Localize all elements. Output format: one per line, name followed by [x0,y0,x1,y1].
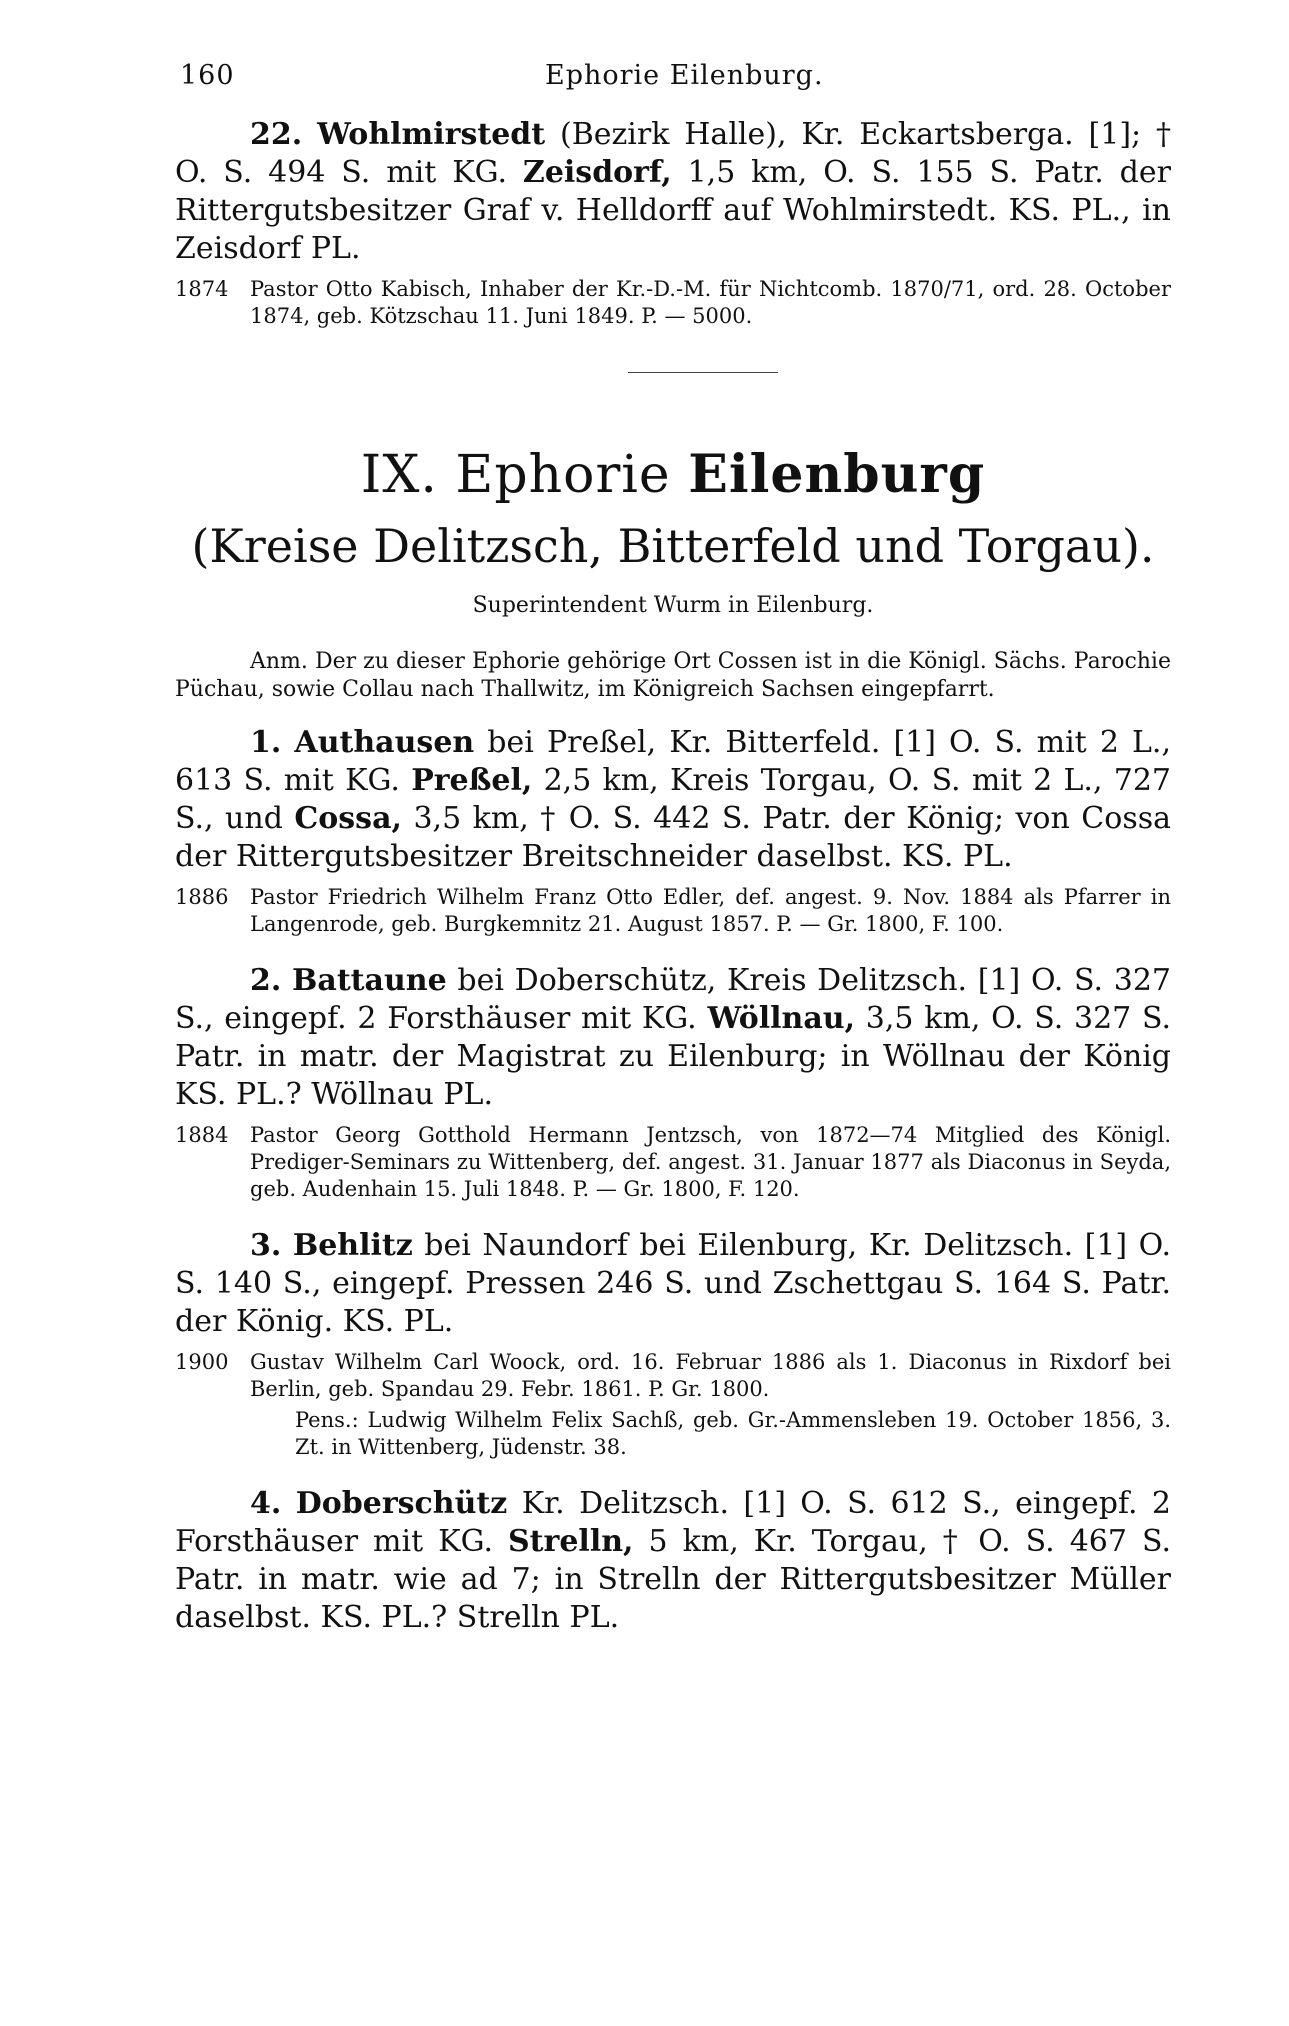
entry-body: Kr. Delitzsch. [1] O. S. 612 S., eingepf. 2 Forsthäuser mit KG. [175,1486,1171,1559]
entry-note [175,884,1171,938]
note-text: Gustav Wilhelm Carl Woock, ord. 16. Februar 1886 als 1. Diaconus in Rixdorf bei Berlin, geb. Spandau 29. Febr. 1861. P. Gr. 1800. [250,1350,1171,1401]
chapter-title [175,445,1171,505]
entry-body: bei Doberschütz, Kreis Delitzsch. [1] O. S. 327 S., eingepf. 2 Forsthäuser mit KG. [175,963,1171,1036]
note-year: 1886 [175,885,229,909]
page-number: 160 [180,60,235,91]
entry-body-2: 5 km, Kr. Torgau, † O. S. 467 S. Patr. in matr. wie ad 7; in Strelln der Rittergutsbesitzer Müller daselbst. KS. PL.? Strelln PL. [175,1524,1171,1635]
section-divider [628,372,778,373]
entry-text [175,1227,1171,1341]
note-year: 1884 [175,1123,229,1147]
note-text: Pastor Otto Kabisch, Inhaber der Kr.-D.-M. für Nichtcomb. 1870/71, ord. 28. October 1874, geb. Kötzschau 11. Juni 1849. P. — 5000. [250,277,1171,328]
entry-text [175,962,1171,1114]
entry-body-3: 3,5 km, † O. S. 442 S. Patr. der König; von Cossa der Rittergutsbesitzer Breitschneider daselbst. KS. PL. [175,801,1171,874]
entry-text [175,116,1171,268]
entry-place: Behlitz [292,1228,413,1263]
entry-authausen [175,724,1171,938]
entry-note [175,276,1171,330]
entry-place: Battaune [292,963,447,998]
entry-place-2: Wöllnau, [707,1001,856,1036]
note-year: 1900 [175,1350,229,1374]
entry-number: 2. [250,963,282,998]
entry-number: 1. [250,725,282,760]
entry-body: (Bezirk Halle), Kr. Eckartsberga. [1]; † O. S. 494 S. mit KG. [175,117,1171,190]
note-year: 1874 [175,277,229,301]
entry-behlitz [175,1227,1171,1461]
entry-wohlmirstedt [175,116,1171,268]
entry-note-pension: Pens.: Ludwig Wilhelm Felix Sachß, geb. Gr.-Ammensleben 19. October 1856, 3. Zt. in Wittenberg, Jüdenstr. 38. [295,1408,1171,1459]
entry-body-2: 3,5 km, O. S. 327 S. Patr. in matr. der Magistrat zu Eilenburg; in Wöllnau der König KS. PL.? Wöllnau PL. [175,1001,1172,1112]
entry-number: 22. [250,117,303,152]
chapter-title-bold: Eilenburg [688,444,986,505]
entry-body-2: 1,5 km, O. S. 155 S. Patr. der Rittergutsbesitzer Graf v. Helldorff auf Wohlmirstedt. KS. PL., in Zeisdorf PL. [175,155,1171,266]
note-text: Pastor Georg Gotthold Hermann Jentzsch, von 1872—74 Mitglied des Königl. Prediger-Seminars zu Wittenberg, def. angest. 31. Januar 1877 als Diaconus in Seyda, geb. Audenhain 15. Juli 1848. P. — Gr. 1800, F. 120. [250,1123,1171,1201]
entry-place: Wohlmirstedt [317,117,546,152]
entry-body-2: 2,5 km, Kreis Torgau, O. S. mit 2 L., 727 S., und [175,763,1171,836]
entry-place-2: Strelln, [508,1524,634,1559]
entry-number: 3. [250,1228,282,1263]
entry-note [175,1122,1171,1203]
entry-number: 4. [250,1486,282,1521]
superintendent-line: Superintendent Wurm in Eilenburg. [472,593,874,618]
chapter-remark: Anm. Der zu dieser Ephorie gehörige Ort Cossen ist in die Königl. Sächs. Parochie Püchau, sowie Collau nach Thallwitz, im Königreich Sachsen eingepfarrt. [175,649,1171,702]
entry-battaune [175,962,1171,1203]
note-text: Pastor Friedrich Wilhelm Franz Otto Edler, def. angest. 9. Nov. 1884 als Pfarrer in Langenrode, geb. Burgkemnitz 21. August 1857. P. — Gr. 1800, F. 100. [250,885,1171,936]
entry-place: Doberschütz [295,1486,508,1521]
chapter-subtitle: (Kreise Delitzsch, Bitterfeld und Torgau). [191,519,1155,573]
entry-text [175,1485,1171,1637]
entry-text [175,724,1171,876]
entry-place-2: Preßel, [411,763,533,798]
page-header [175,48,1171,108]
entry-body: bei Preßel, Kr. Bitterfeld. [1] O. S. mit 2 L., 613 S. mit KG. [175,725,1171,798]
entry-place-2: Zeisdorf, [522,155,672,190]
entry-note [175,1349,1171,1403]
entry-place: Authausen [294,725,475,760]
running-head: Ephorie Eilenburg. [545,60,824,91]
chapter-title-plain: IX. Ephorie [360,445,689,505]
entry-doberschuetz [175,1485,1171,1637]
entry-body: bei Naundorf bei Eilenburg, Kr. Delitzsch. [1] O. S. 140 S., eingepf. Pressen 246 S. und Zschettgau S. 164 S. Patr. der König. KS. PL. [175,1228,1171,1339]
entry-place-3: Cossa, [294,801,402,836]
